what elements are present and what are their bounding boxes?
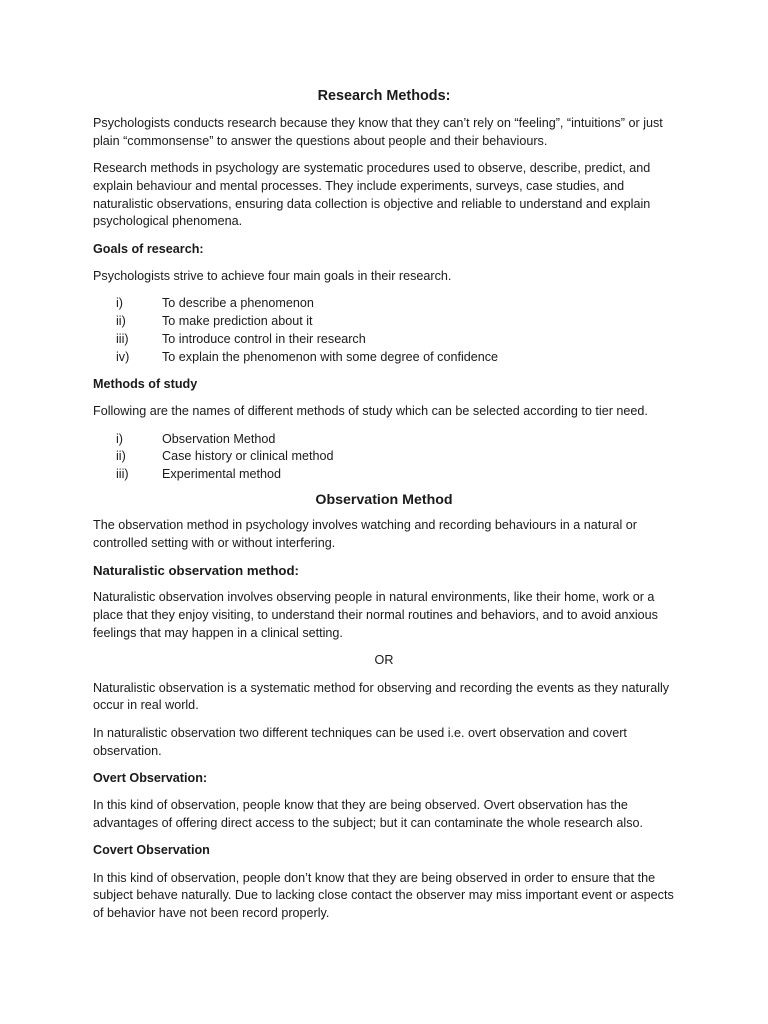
list-item [93, 431, 675, 449]
intro-paragraph-2: Research methods in psychology are systematic procedures used to observe, describe, predict, and explain behaviour and mental processes. They include experiments, surveys, case studies, and naturalistic observations, ensuring data collection is objective and reliable to understand and explain psychological phenomena. [93, 161, 651, 229]
list-item-text: To explain the phenomenon with some degree of confidence [162, 349, 499, 364]
observation-intro: The observation method in psychology involves watching and recording behaviours in a natural or controlled setting with or without interfering. [93, 518, 637, 550]
methods-list [93, 431, 675, 484]
list-item-number: iv) [116, 349, 130, 364]
or-separator: OR [374, 653, 394, 668]
list-item-number: ii) [116, 314, 126, 329]
list-item-text: Experimental method [162, 467, 282, 482]
list-item [93, 331, 675, 349]
naturalistic-heading: Naturalistic observation method: [93, 563, 299, 579]
list-item [93, 448, 675, 466]
naturalistic-paragraph-1: Naturalistic observation involves observing people in natural environments, like their home, work or a place that they enjoy visiting, to understand their normal routines and behaviors, and to avoid anxious feelings that may happen in a clinical setting. [93, 590, 658, 641]
methods-intro: Following are the names of different methods of study which can be selected according to tier need. [93, 404, 648, 419]
overt-heading: Overt Observation: [93, 770, 208, 785]
list-item [93, 466, 675, 484]
list-item [93, 295, 675, 313]
list-item-number: ii) [116, 449, 126, 464]
list-item-text: To make prediction about it [162, 314, 313, 329]
observation-method-title: Observation Method [315, 492, 453, 509]
document-title: Research Methods: [317, 88, 451, 104]
list-item-number: i) [116, 431, 123, 446]
list-item-number: iii) [116, 467, 129, 482]
intro-paragraph-1: Psychologists conducts research because they know that they can’t rely on “feeling”, “intuitions” or just plain “commonsense” to answer the questions about people and their behaviours. [93, 116, 663, 148]
list-item [93, 349, 675, 367]
covert-paragraph: In this kind of observation, people don’t know that they are being observed in order to ensure that the subject behave naturally. Due to lacking close contact the observer may miss important event or aspects of behavior have not been record properly. [93, 870, 674, 921]
covert-heading: Covert Observation [93, 843, 210, 858]
goals-intro: Psychologists strive to achieve four main goals in their research. [93, 269, 452, 284]
list-item-number: iii) [116, 331, 129, 346]
methods-heading: Methods of study [93, 377, 198, 392]
list-item [93, 313, 675, 331]
overt-paragraph: In this kind of observation, people know that they are being observed. Overt observation has the advantages of offering direct access to the subject; but it can contaminate the whole research also. [93, 798, 644, 830]
goals-list [93, 295, 675, 366]
list-item-text: Observation Method [162, 431, 276, 446]
document-page [93, 86, 675, 932]
naturalistic-paragraph-3: In naturalistic observation two different techniques can be used i.e. overt observation and covert observation. [93, 725, 627, 758]
list-item-number: i) [116, 296, 123, 311]
list-item-text: To describe a phenomenon [162, 296, 314, 311]
list-item-text: To introduce control in their research [162, 331, 366, 346]
naturalistic-paragraph-2: Naturalistic observation is a systematic method for observing and recording the events as they naturally occur in real world. [93, 680, 670, 713]
goals-heading: Goals of research: [93, 241, 204, 256]
list-item-text: Case history or clinical method [162, 449, 334, 464]
